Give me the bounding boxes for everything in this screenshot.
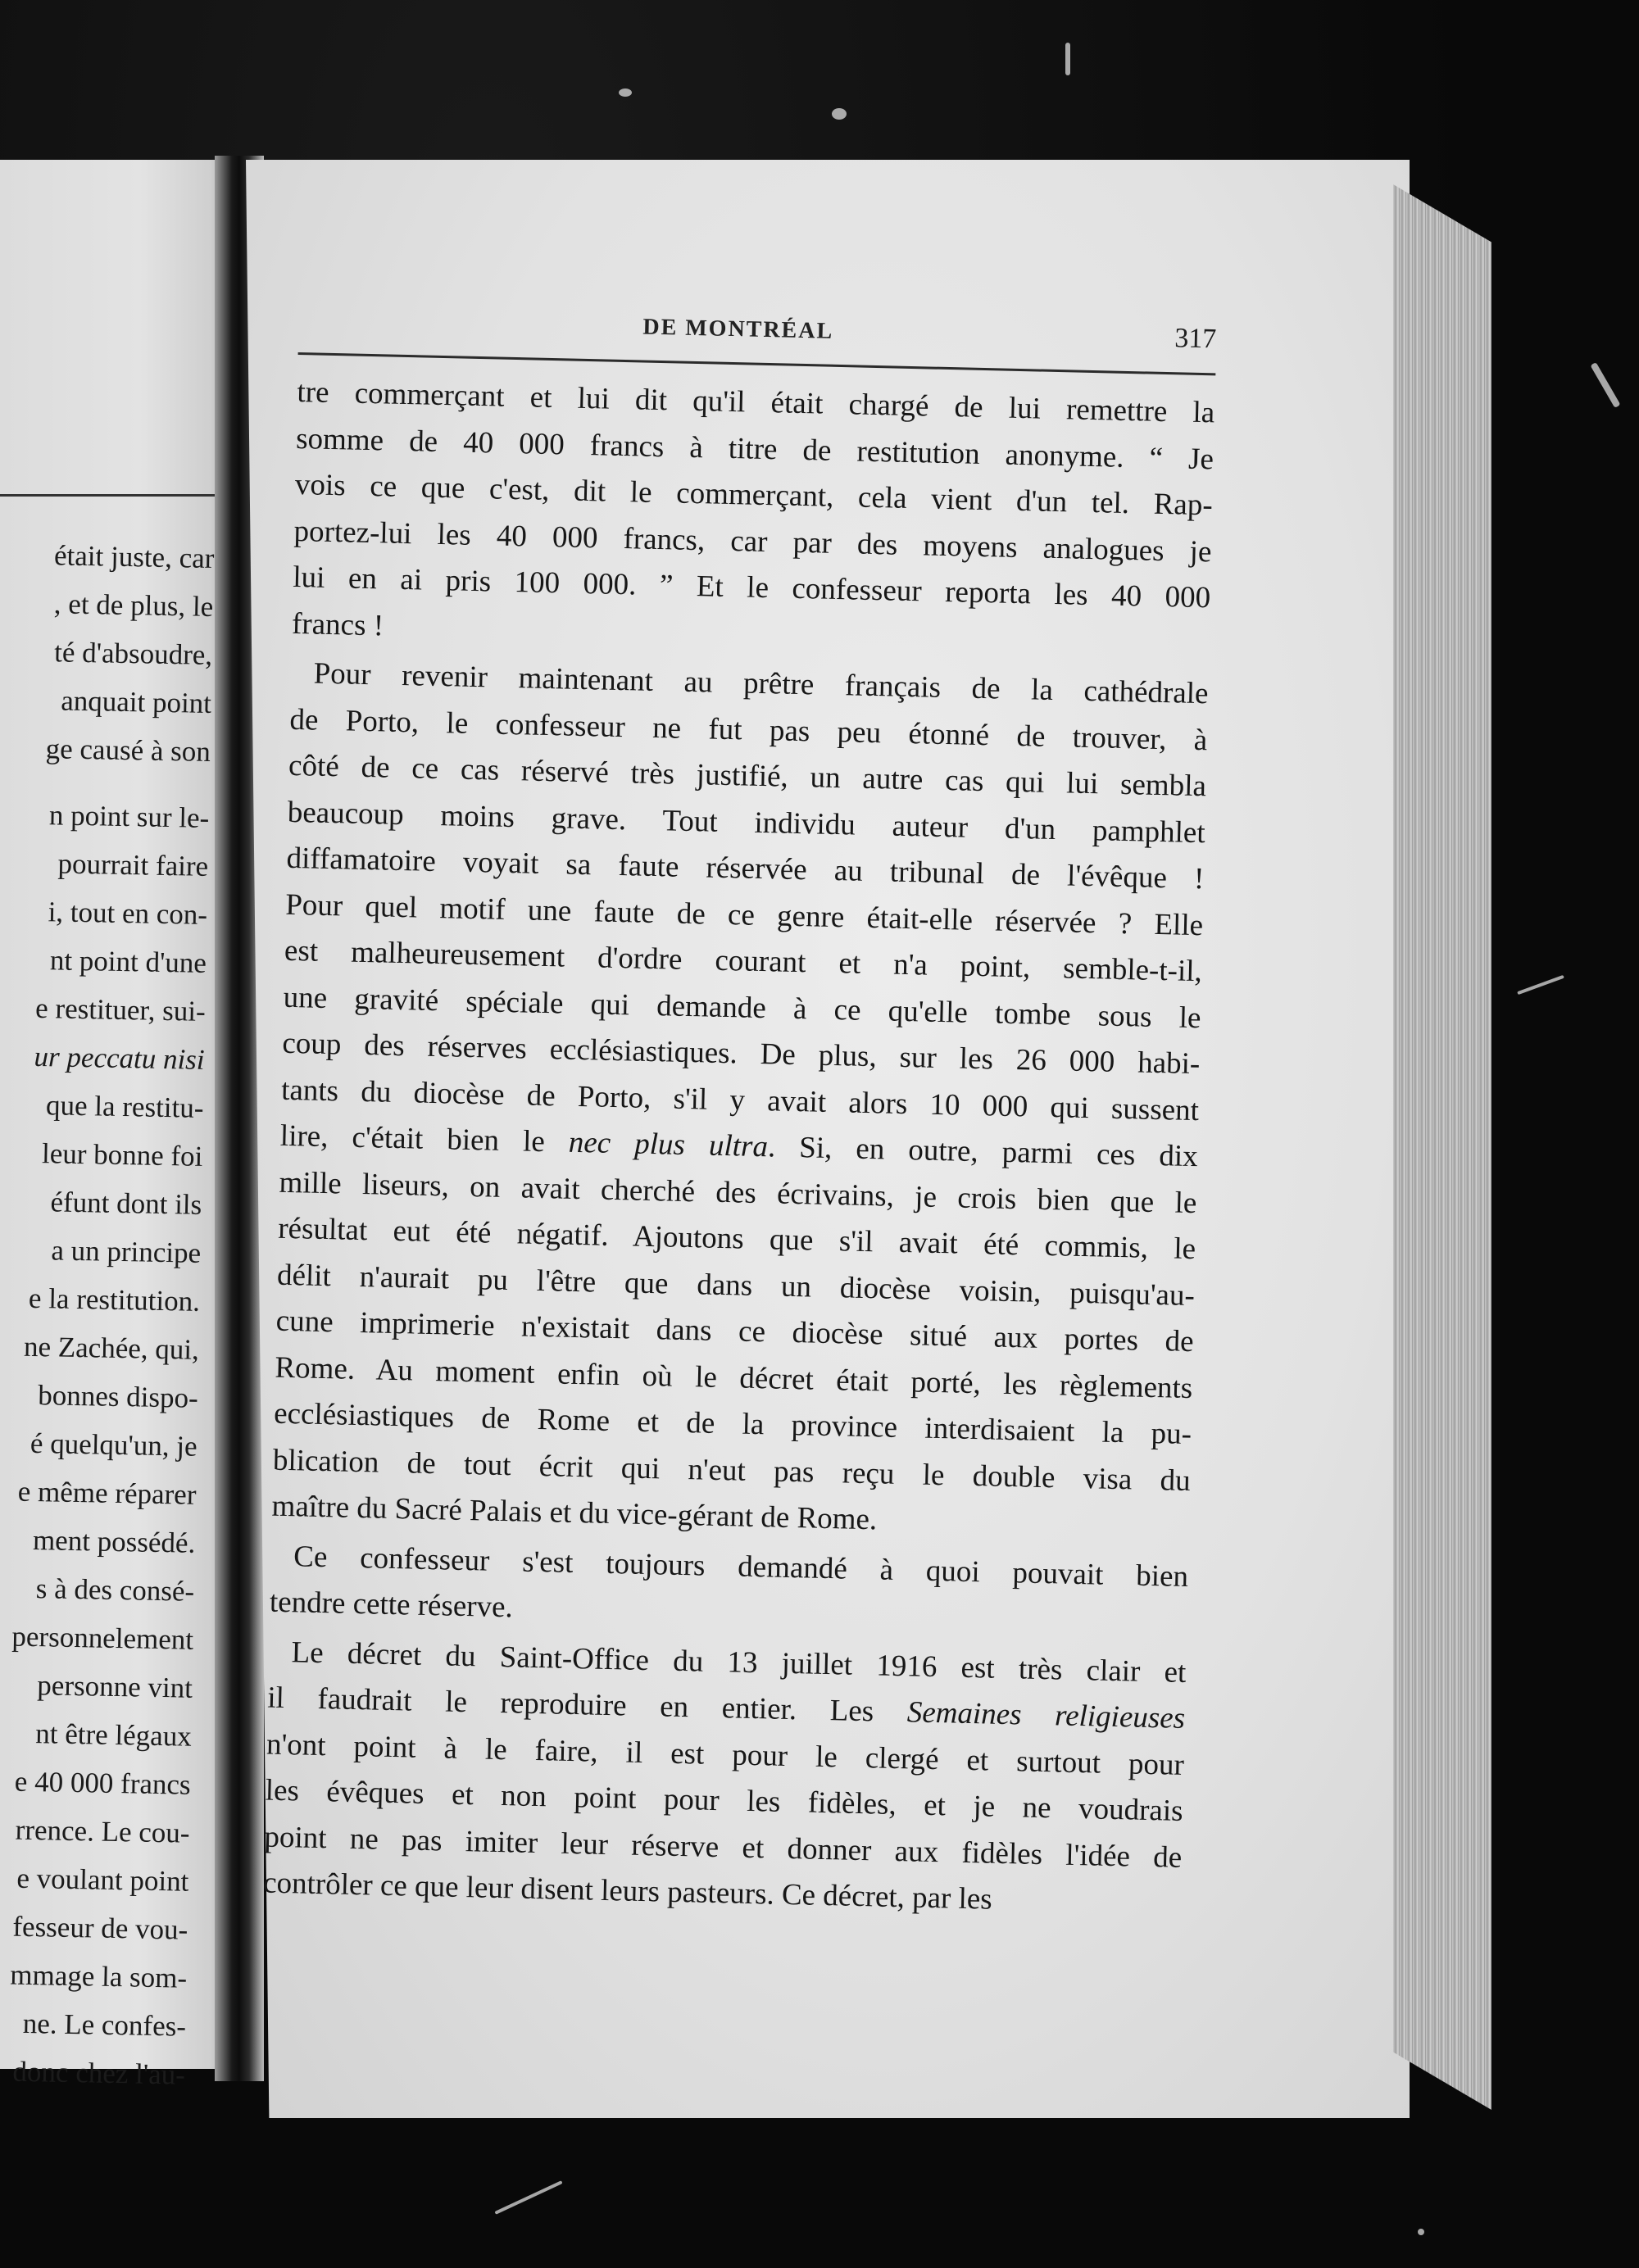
page-edges (1393, 184, 1491, 2110)
left-page-line: anquait point (60, 684, 212, 719)
left-page-line: nt être légaux (34, 1717, 193, 1753)
dust-speck (1418, 2229, 1424, 2235)
left-page-line: e même réparer (17, 1475, 197, 1511)
text-line: n'ont point à le faire, il est pour le clergé et surtout pour (266, 1727, 1185, 1782)
left-page-line: e 40 000 francs (14, 1765, 192, 1801)
left-page-line: i, tout en con- (48, 896, 208, 931)
text-line: ecclésiastiques de Rome et de la province interdisaient la pu- (273, 1396, 1192, 1452)
text-line: lui en ai pris 100 000. ” Et le confesseur reporta les 40 000 (292, 560, 1211, 615)
italic-phrase: nec plus ultra (568, 1125, 769, 1164)
text-line: résultat eut été négatif. Ajoutons que s'il avait été commis, le (277, 1211, 1196, 1267)
dust-speck (1065, 43, 1070, 75)
left-page-line: que la restitu- (45, 1089, 204, 1124)
left-page-line: mmage la som- (10, 1958, 188, 1994)
left-page-line: n point sur le- (48, 799, 210, 834)
text-line: vois ce que c'est, dit le commerçant, cela vient d'un tel. Rap- (294, 467, 1214, 523)
paragraph (291, 370, 1214, 668)
page-number: 317 (1174, 323, 1217, 355)
left-page-line: té d'absoudre, (53, 636, 213, 671)
left-page-line: rrence. Le cou- (15, 1813, 190, 1849)
left-page-line: était juste, car (53, 539, 215, 575)
text-line: Rome. Au moment enfin où le décret était porté, les règlements (275, 1350, 1193, 1405)
paragraph (271, 651, 1209, 1551)
left-page-line: , et de plus, le (53, 587, 214, 624)
text-line: point ne pas imiter leur réserve et donner aux fidèles l'idée de (264, 1820, 1183, 1875)
left-page-line: éfunt dont ils (50, 1186, 202, 1221)
left-page-text (0, 530, 215, 2099)
text-line: est malheureusement d'ordre courant et n'a point, semble-t-il, (284, 933, 1203, 989)
text-line: somme de 40 000 francs à titre de restitution anonyme. “ Je (295, 421, 1214, 476)
text-line: cune imprimerie n'existait dans ce diocèse situé aux portes de (275, 1304, 1194, 1359)
text-line: blication de tout écrit qui n'eut pas reçu le double visa du (272, 1443, 1192, 1498)
paragraph (269, 1533, 1188, 1646)
text-line: Le décret du Saint-Office du 13 juillet 1916 est très clair et (291, 1635, 1187, 1690)
text-line: Pour revenir maintenant au prêtre français de la cathédrale (313, 656, 1209, 711)
left-page-line: ne Zachée, qui, (23, 1330, 200, 1366)
text-line: contrôler ce que leur disent leurs pasteurs. Ce décret, par les (262, 1866, 993, 1916)
text-line: Ce confesseur s'est toujours demandé à quoi pouvait bien (293, 1539, 1189, 1594)
text-line: délit n'aurait pu l'être que dans un diocèse voisin, puisqu'au- (276, 1258, 1196, 1313)
left-page-line: e voulant point (16, 1862, 189, 1898)
text-line: diffamatoire voyait sa faute réservée au tribunal de l'évêque ! (286, 841, 1205, 896)
left-page-line: e restituer, sui- (34, 991, 207, 1027)
text-line: il faudrait le reproduire en entier. Les Semaines religieuses (266, 1681, 1186, 1735)
text-line: tants du diocèse de Porto, s'il y avait alors 10 000 qui sussent (280, 1073, 1200, 1127)
left-page (0, 160, 234, 2091)
left-page-line: ur peccatu nisi (34, 1040, 206, 1076)
text-line: une gravité spéciale qui demande à ce qu'elle tombe sous le (283, 980, 1201, 1035)
left-page-line: s à des consé- (35, 1572, 195, 1608)
left-page-rule (0, 494, 215, 497)
text-line: francs ! (291, 606, 384, 642)
text-line: de Porto, le confesseur ne fut pas peu étonné de trouver, à (289, 702, 1208, 757)
text-line: maître du Sacré Palais et du vice-gérant de Rome. (271, 1489, 878, 1537)
left-page-line: a un principe (51, 1234, 202, 1269)
text-line: portez-lui les 40 000 francs, car par des moyens analogues je (293, 514, 1212, 569)
text-line: lire, c'était bien le nec plus ultra. Si, en outre, parmi ces dix (279, 1118, 1199, 1174)
running-head-title: DE MONTRÉAL (642, 314, 834, 344)
left-page-line: pourrait faire (57, 847, 209, 882)
left-page-line: ment possédé. (32, 1523, 196, 1559)
left-page-line: é quelqu'un, je (30, 1427, 197, 1463)
text-line: tre commerçant et lui dit qu'il était chargé de lui remettre la (297, 374, 1215, 430)
text-line: tendre cette réserve. (269, 1585, 514, 1625)
left-page-line: fesseur de vou- (12, 1910, 188, 1946)
body-text (263, 370, 1215, 1927)
text-line: beaucoup moins grave. Tout individu auteur d'un pamphlet (287, 795, 1206, 850)
left-page-line: bonnes dispo- (37, 1379, 199, 1414)
left-page-line: personnelement (11, 1620, 194, 1656)
left-page-line: e la restitution. (28, 1281, 201, 1318)
left-page-line: personne vint (37, 1669, 193, 1704)
text-line: côté de ce cas réservé très justifié, un autre cas qui lui sembla (288, 748, 1207, 804)
paragraph (263, 1629, 1187, 1927)
text-line: Pour quel motif une faute de ce genre était-elle réservée ? Elle (284, 887, 1204, 942)
left-page-line: nt point d'une (49, 944, 207, 979)
dust-speck (832, 108, 847, 120)
text-line: les évêques et non point pour les fidèles, et je ne voudrais (265, 1773, 1183, 1828)
italic-phrase: Semaines religieuses (906, 1695, 1186, 1735)
dust-speck (619, 88, 632, 97)
left-page-line: ne. Le confes- (22, 2007, 187, 2043)
left-page-line: ge causé à son (45, 733, 211, 768)
right-page-content (263, 303, 1217, 1927)
text-line: mille liseurs, on avait cherché des écrivains, je crois bien que le (279, 1165, 1197, 1220)
text-line: coup des réserves ecclésiastiques. De plus, sur les 26 000 habi- (282, 1026, 1201, 1082)
left-page-line: donc chez l'au- (12, 2055, 186, 2091)
left-page-line: leur bonne foi (41, 1137, 203, 1173)
